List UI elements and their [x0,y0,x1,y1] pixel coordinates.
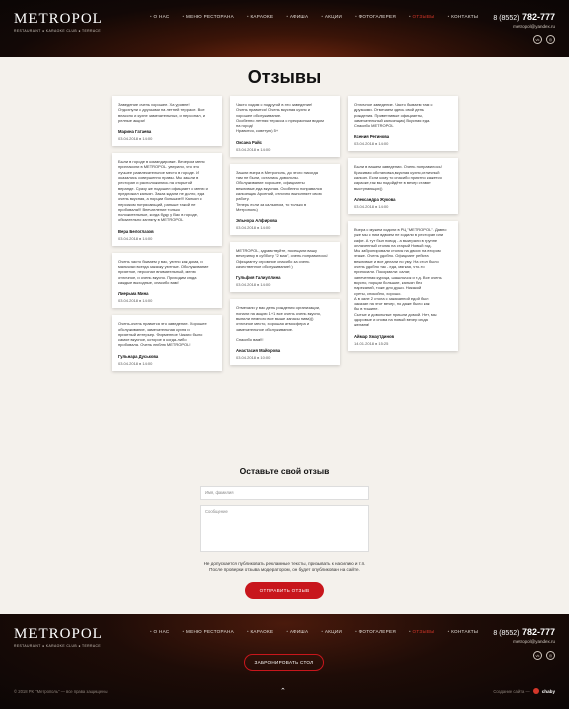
credit-label: Создание сайта — [493,688,530,694]
review-date: 03.04.2018 в 14:00 [236,146,271,152]
book-table-button[interactable]: ЗАБРОНИРОВАТЬ СТОЛ [244,654,324,671]
review-author: Ксения Регинова [354,134,390,140]
review-text: Были в вашем заведении. Очень понравилось! Красивая обстановка,вкусная кухня,отличный кальян. Если кому то спасибо приятно кажется караоке,так вы подойдёте в вечер ставят выступающих)) [354,164,442,191]
review-author: Гульфия Галиуллина [236,275,281,281]
review-author: Марина Гатаева [118,129,152,135]
form-note: Не допускается публиковать рекламные тексты, призывать к насилию и т.п. После проверки отзыва модератором, он будет опубликован на сайте. [203,561,366,572]
nav-item-afisha[interactable]: • АФИША [286,14,308,19]
footer-nav-afisha[interactable]: • АФИША [286,629,308,634]
review-date: 14.01.2018 в 15:25 [354,340,389,346]
site-header [0,0,569,57]
footer-nav-about[interactable]: • О НАС [150,629,169,634]
main-nav [150,14,478,19]
review-author: Аймар Хмаутдинов [354,333,395,339]
review-text: Очень-очень нравится это заведение. Хорошее обслуживание, замечательная кухня и приятный интерьер. Фирменное Чикаго было самое вкусное, которое я когда-либо пробовала. Очень люблю METROPOL! [118,321,207,348]
nav-item-gallery[interactable]: • ФОТОГАЛЕРЕЯ [355,14,396,19]
footer-phone[interactable] [493,627,555,637]
review-date: 03.04.2018 в 10:00 [236,355,271,361]
developer-credit[interactable] [493,688,555,694]
review-date: 03.04.2018 в 14:00 [118,298,153,304]
review-card [348,221,458,351]
review-card [230,164,340,235]
review-card [230,242,340,292]
copyright: © 2018 РК "Метрополь" — все права защищены [14,689,108,694]
instagram-icon[interactable]: ◎ [546,651,555,660]
review-card [348,158,458,213]
reviews-column-1 [112,96,222,378]
phone[interactable] [493,12,555,22]
email[interactable]: metropol@yandex.ru [513,24,555,29]
logo-tagline: RESTAURANT ● KARAOKE CLUB ● TERRACE [14,29,102,33]
page-title: Отзывы [247,67,322,87]
scroll-up-icon[interactable]: ⌃ [280,688,286,695]
credit-name: chaby [541,688,555,694]
review-author: Оксана Райс [236,139,262,145]
chaby-logo-icon [533,688,539,694]
vk-icon[interactable]: vk [533,35,542,44]
review-date: 03.04.2018 в 14:00 [118,360,153,366]
review-author: Анастасия Майорова [236,348,281,354]
review-text: Отличное заведение. Часто бываем там с друзьями. Отмечаем здесь свой день рождения. Приветливые официанты, замечательный кальянщик) Вкусная еда. Спасибо METROPOL [354,102,433,129]
review-text: Отмечали у вас день рождения организации, попали на акцию 1+1 все очень очень вкусно, выпили немного все выше запасы пива))) отличное место, хорошая атмосфера и замечательное обслуживание. Спасибо вам!!! [236,305,322,343]
review-date: 03.04.2018 в 14:00 [354,203,389,209]
review-card [112,153,222,246]
logo-name: METROPOL [14,11,103,27]
logo[interactable] [14,12,103,33]
footer-nav [150,629,478,634]
footer-nav-promo[interactable]: • АКЦИИ [321,629,342,634]
review-text: Вчера с мужем ходили в РЦ "METROPOL". Давно уже мы с ним вдвоем не ходили в ресторан или кафе. А тут был повод - а выиграли в группе оплаченный столик на старый Новый год. Мы забронировали столик на двоих на втором этаже. Очень удобно. Официант ребята вежливые и все делали по уму. На стол было очень удобно так - еда, мягкая, что-то приносили. Покормили: салат, запеченная курица, шашлычок и т.д. Все очень вкусно, порции большие, кальян без нареканий, тоже для души. Никакой суеты, спокойно, хорошо. А в зале 2 стола с заказанной едой был заказан на этот вечер, но даже было как бы в тишине. Сытые и довольные пришли домой. Нет, мы здоровые и снова на новый вечер сюда желаем! [354,226,447,328]
review-date: 03.04.2018 в 14:00 [118,235,153,241]
reviews-column-2 [230,96,340,372]
phone-number: 782-777 [521,12,555,22]
nav-item-contacts[interactable]: • КОНТАКТЫ [448,14,479,19]
form-title: Оставьте свой отзыв [239,466,330,476]
footer-nav-gallery[interactable]: • ФОТОГАЛЕРЕЯ [355,629,396,634]
review-text: Были в городе в командировке. Вечером меня пригласили в METROPOL. уверили, что это лучшее развлекательное место в городе. И оказались совершенно правы. Мы зашли в ресторан и расположились на открытой веранде. Сразу же подошел официант с меню и предложил кальян. Заказ ждали не долго, еда очень вкусная, а порции большие!!! Кальян с персиком потрясающий, раньше такой не пробовала!!! Впечатление только положительные, когда буду у Вас в городе, обязательно загляну в METROPOL [118,159,208,223]
nav-item-reviews[interactable]: • ОТЗЫВЫ [409,14,435,19]
review-date: 03.04.2018 в 14:00 [236,282,271,288]
nav-item-karaoke[interactable]: • КАРАОКЕ [247,14,273,19]
instagram-icon[interactable]: ◎ [546,35,555,44]
vk-icon[interactable]: vk [533,651,542,660]
review-text: Очень часто бываем у вас, уютно как дома, и мальчики всегда заказку уютные. Обслуживание приятное, персонал внимательный, меню отличное, и очень вкусно. Приходим сюда каждые выходные, спасибо вам! [118,258,209,285]
phone-code: 8 (8552) [493,15,520,22]
review-author: Эльнора Алфирова [236,218,278,224]
footer-phone-code: 8 (8552) [493,630,520,637]
review-card [230,96,340,157]
footer-logo-tagline: RESTAURANT ● KARAOKE CLUB ● TERRACE [14,644,102,648]
name-input[interactable]: Имя, фамилия [200,486,369,500]
review-text: METROPOL, здравствуйте, посещали вашу вечеринку в субботу "2 мая", очень понравилось! Официанту огромное спасибо за очень качественное обслуживание!:) [236,248,328,270]
review-card [348,96,458,151]
footer-nav-karaoke[interactable]: • КАРАОКЕ [247,629,273,634]
review-card [112,253,222,308]
footer-email[interactable]: metropol@yandex.ru [513,639,555,644]
review-date: 03.04.2018 в 14:00 [354,141,389,147]
nav-item-promo[interactable]: • АКЦИИ [321,14,342,19]
footer-phone-number: 782-777 [521,627,555,637]
review-date: 03.04.2018 в 14:00 [236,225,271,231]
footer-nav-contacts[interactable]: • КОНТАКТЫ [448,629,479,634]
review-author: Гульнара Дуськова [118,353,159,359]
nav-item-menu[interactable]: • МЕНЮ РЕСТОРАНА [182,14,234,19]
review-date: 03.04.2018 в 14:00 [118,136,153,142]
review-card [112,315,222,370]
reviews-column-3 [348,96,458,358]
review-author: Александра Жукова [354,196,396,202]
review-card [112,96,222,146]
review-text: Заведение очень хорошее. Ха уровне! Отдохнули с друзьями на летней террасе. Все влассно и кухне замечательных, и персонал, и релные акции! [118,102,206,123]
nav-item-about[interactable]: • О НАС [150,14,169,19]
review-card [230,299,340,365]
review-text: Зашли вчера в Метрополь, до этого никогда там не были, остались довольны. Обслуживание хорошее, официанты вежливые,еда вкусная. Особенно понравился кальянщик Арсений, отлично выполняет свою работу. Теперь если за кальяном, то только в Метрополь) [236,169,322,212]
review-author: Вера Белоглазов [118,228,154,234]
footer-nav-menu[interactable]: • МЕНЮ РЕСТОРАНА [182,629,234,634]
review-text: Часто ходим с подругой в это заведение! Очень нравится! Очень вкусная кухня и хорошее обслуживание. Особенно летняя терасса с прекрасным видом на город! Нравится, советую) 5+ [236,102,324,134]
footer-nav-reviews[interactable]: • ОТЗЫВЫ [409,629,435,634]
site-footer [0,614,569,709]
review-textarea[interactable]: Сообщение [200,505,369,552]
review-author: Лиерьма Мина [118,291,149,297]
footer-logo-name: METROPOL [14,626,103,642]
send-review-button[interactable]: ОТПРАВИТЬ ОТЗЫВ [245,582,324,599]
footer-logo[interactable] [14,627,103,648]
